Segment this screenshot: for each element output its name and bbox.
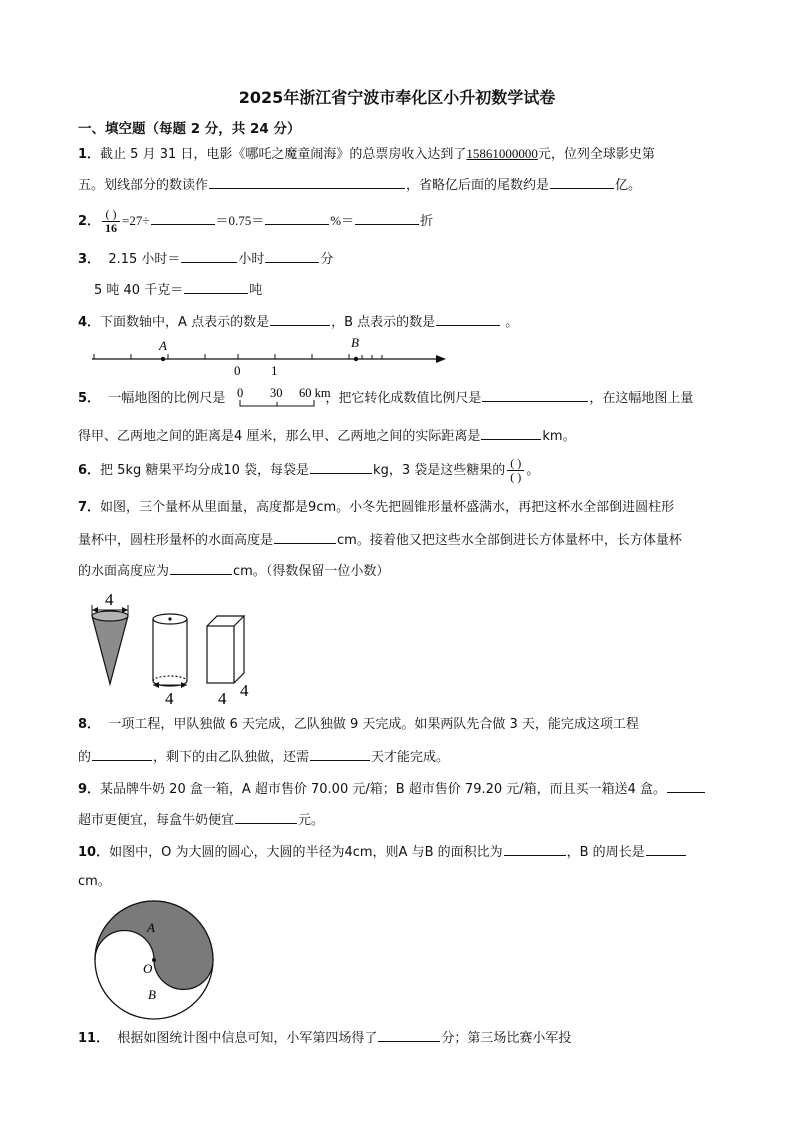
measuring-cups-figure (82, 586, 272, 712)
q6-text-a: 把 5kg 糖果平均分成10 袋，每袋是 (100, 463, 310, 478)
question-number: 7． (78, 500, 101, 515)
question-7-line-2 (78, 529, 682, 551)
q7-answer-blank-2[interactable] (170, 560, 232, 575)
q3-answer-blank-3[interactable] (184, 279, 248, 294)
q8-text-c: ，剩下的由乙队独做，还需 (153, 750, 310, 765)
q11-answer-blank-1[interactable] (378, 1027, 440, 1042)
scale-label-30: 30 (270, 386, 283, 400)
q1-text-c: 五。划线部分的数读作 (78, 178, 209, 193)
point-b-label: B (351, 335, 359, 350)
map-scale-bar (234, 382, 342, 412)
q10-answer-blank-2[interactable] (646, 841, 686, 856)
cuboid-front (207, 626, 234, 683)
q1-answer-blank-1[interactable] (209, 174, 405, 189)
cuboid-cup (207, 616, 244, 683)
question-number: 1． (78, 147, 101, 162)
question-11 (78, 1027, 571, 1049)
question-2 (78, 206, 433, 237)
question-number: 11． (78, 1031, 110, 1046)
q4-answer-blank-2[interactable] (436, 311, 500, 326)
q3-answer-blank-1[interactable] (181, 248, 237, 263)
q6-frac-numerator[interactable]: ( ) (507, 457, 524, 471)
point-b (354, 357, 358, 361)
q3-answer-blank-2[interactable] (265, 248, 319, 263)
q7-text-c: cm。接着他又把这些水全部倒进长方体量杯中，长方体量杯 (337, 533, 682, 548)
q4-text-a: 下面数轴中，A 点表示的数是 (100, 315, 270, 330)
q5-answer-blank-1[interactable] (482, 387, 588, 402)
q5-text-b: ，把它转化成数值比例尺是 (325, 391, 482, 406)
question-4 (78, 311, 518, 333)
label-a: A (147, 920, 155, 935)
cylinder-bottom-hidden (153, 676, 187, 681)
q4-text-c: 。 (505, 315, 519, 330)
q2-text-1: =27÷ (122, 213, 150, 228)
question-number: 4． (78, 315, 101, 330)
q9-text-b: 超市更便宜，每盒牛奶便宜 (78, 813, 235, 828)
q5-text-c: ，在这幅地图上量 (589, 391, 694, 406)
q9-answer-blank-1[interactable] (667, 778, 705, 793)
q11-text-b: 分；第三场比赛小军投 (441, 1031, 572, 1046)
question-5-line-1 (78, 387, 693, 409)
cylinder-center (168, 617, 171, 620)
q2-answer-blank-1[interactable] (151, 210, 215, 225)
q2-answer-blank-2[interactable] (265, 210, 329, 225)
q6-frac-denominator[interactable]: ( ) (510, 470, 522, 484)
label-b: B (148, 987, 156, 1002)
q7-text-e: cm。（得数保留一位小数） (233, 564, 390, 579)
q2-frac-denominator: 16 (105, 221, 118, 235)
number-line-figure (88, 332, 458, 380)
q9-text-c: 元。 (298, 813, 325, 828)
q3-text-d: 5 吨 40 千克＝ (94, 283, 184, 298)
q10-text-b: ，B 的周长是 (566, 845, 645, 860)
q8-answer-blank-1[interactable] (92, 746, 152, 761)
question-3-line-1 (78, 248, 333, 270)
question-7-line-3 (78, 560, 389, 582)
q9-answer-blank-2[interactable] (235, 809, 297, 824)
center-point-o (152, 958, 156, 962)
question-10-line-2 (78, 872, 111, 892)
q3-text-e: 吨 (249, 283, 263, 298)
question-number: 10． (78, 845, 110, 860)
q1-text-e: 亿。 (615, 178, 642, 193)
q3-text-c: 分 (320, 252, 334, 267)
q3-text-a: 2.15 小时＝ (108, 252, 181, 267)
q2-fraction (102, 208, 120, 235)
q6-text-b: kg，3 袋是这些糖果的 (373, 463, 506, 478)
cone-dim-arrow-left (92, 607, 98, 613)
question-number: 5． (78, 391, 101, 406)
question-number: 2． (78, 214, 101, 229)
q6-answer-blank-1[interactable] (310, 459, 372, 474)
cone-dim-arrow-right (122, 607, 128, 613)
tick-label-1: 1 (271, 363, 278, 378)
point-a (161, 357, 165, 361)
number-line-arrow (436, 355, 446, 363)
question-number: 3． (78, 252, 101, 267)
cuboid-top (207, 616, 244, 626)
point-a-label: A (159, 338, 167, 353)
q9-text-a: 某品牌牛奶 20 盒一箱，A 超市售价 70.00 元/箱；B 超市售价 79.20 元/箱，而且买一箱送4 盒。 (100, 782, 667, 797)
q2-answer-blank-3[interactable] (355, 210, 419, 225)
q7-text-b: 量杯中，圆柱形量杯的水面高度是 (78, 533, 274, 548)
q8-text-b: 的 (78, 750, 92, 765)
scale-label-60: 60 km (299, 386, 331, 400)
cuboid-side (234, 616, 244, 683)
q10-text-a: 如图中，O 为大圆的圆心，大圆的半径为4cm，则A 与B 的面积比为 (109, 845, 503, 860)
question-8-line-1 (78, 715, 639, 735)
cylinder-diameter-label: 4 (165, 689, 174, 708)
cuboid-width-label: 4 (218, 689, 227, 708)
question-3-line-2 (94, 279, 262, 301)
q7-answer-blank-1[interactable] (274, 529, 336, 544)
q2-frac-numerator[interactable]: ( ) (102, 208, 120, 222)
cone-fill (92, 616, 128, 684)
q3-text-b: 小时 (238, 252, 265, 267)
question-1-line-2 (78, 174, 641, 196)
q1-text-d: ，省略亿后面的尾数约是 (406, 178, 550, 193)
q6-text-c: 。 (526, 463, 540, 478)
question-number: 6． (78, 463, 101, 478)
q5-text-d: 得甲、乙两地之间的距离是4 厘米，那么甲、乙两地之间的实际距离是 (78, 429, 481, 444)
question-number: 9． (78, 782, 101, 797)
q8-text-a: 一项工程，甲队独做 6 天完成，乙队独做 9 天完成。如果两队先合做 3 天，能完成这项工程 (108, 717, 639, 732)
question-1-line-1 (78, 144, 655, 165)
q5-text-e: km。 (542, 429, 576, 444)
q5-answer-blank-2[interactable] (481, 425, 541, 440)
q11-text-a: 根据如图统计图中信息可知，小军第四场得了 (117, 1031, 378, 1046)
q2-text-2: ＝0.75＝ (215, 213, 265, 228)
question-5-line-2 (78, 425, 576, 447)
q8-answer-blank-2[interactable] (310, 746, 370, 761)
q2-text-3: %＝ (330, 213, 355, 228)
q10-answer-blank-1[interactable] (504, 841, 566, 856)
question-9-line-2 (78, 809, 324, 831)
q7-text-d: 的水面高度应为 (78, 564, 170, 579)
q7-text-a: 如图，三个量杯从里面量，高度都是9cm。小冬先把圆锥形量杯盛满水，再把这杯水全部倒进圆柱形 (100, 500, 675, 515)
question-7-line-1 (78, 498, 674, 518)
question-number: 8． (78, 717, 101, 732)
page-title: 2025年浙江省宁波市奉化区小升初数学试卷 (238, 88, 556, 107)
section-fill-blank-header: 一、填空题（每题 2 分，共 24 分） (78, 121, 301, 137)
question-8-line-2 (78, 746, 449, 768)
q1-text-b: 元，位列全球影史第 (537, 147, 655, 162)
q1-text-a: 截止 5 月 31 日，电影《哪吒之魔童闹海》的总票房收入达到了 (100, 147, 467, 162)
q2-text-4: 折 (420, 214, 434, 229)
question-6 (78, 456, 539, 486)
q10-text-c: cm。 (78, 874, 111, 889)
cylinder-cup (153, 614, 187, 686)
q1-answer-blank-2[interactable] (550, 174, 614, 189)
q4-answer-blank-1[interactable] (270, 311, 330, 326)
q5-text-a: 一幅地图的比例尺是 (108, 391, 226, 406)
cone-cup (92, 611, 128, 684)
question-10-line-1 (78, 841, 687, 863)
question-9-line-1 (78, 778, 706, 800)
q8-text-d: 天才能完成。 (371, 750, 450, 765)
cuboid-depth-label: 4 (240, 681, 249, 700)
q6-fraction-blank[interactable] (507, 457, 524, 484)
label-o: O (143, 961, 153, 976)
q4-text-b: ，B 点表示的数是 (331, 315, 436, 330)
yin-yang-circle-figure (90, 896, 220, 1026)
tick-label-0: 0 (234, 363, 241, 378)
scale-label-0: 0 (237, 386, 244, 400)
cone-diameter-label: 4 (105, 590, 114, 609)
q1-underlined-amount: 15861000000 (466, 146, 538, 161)
